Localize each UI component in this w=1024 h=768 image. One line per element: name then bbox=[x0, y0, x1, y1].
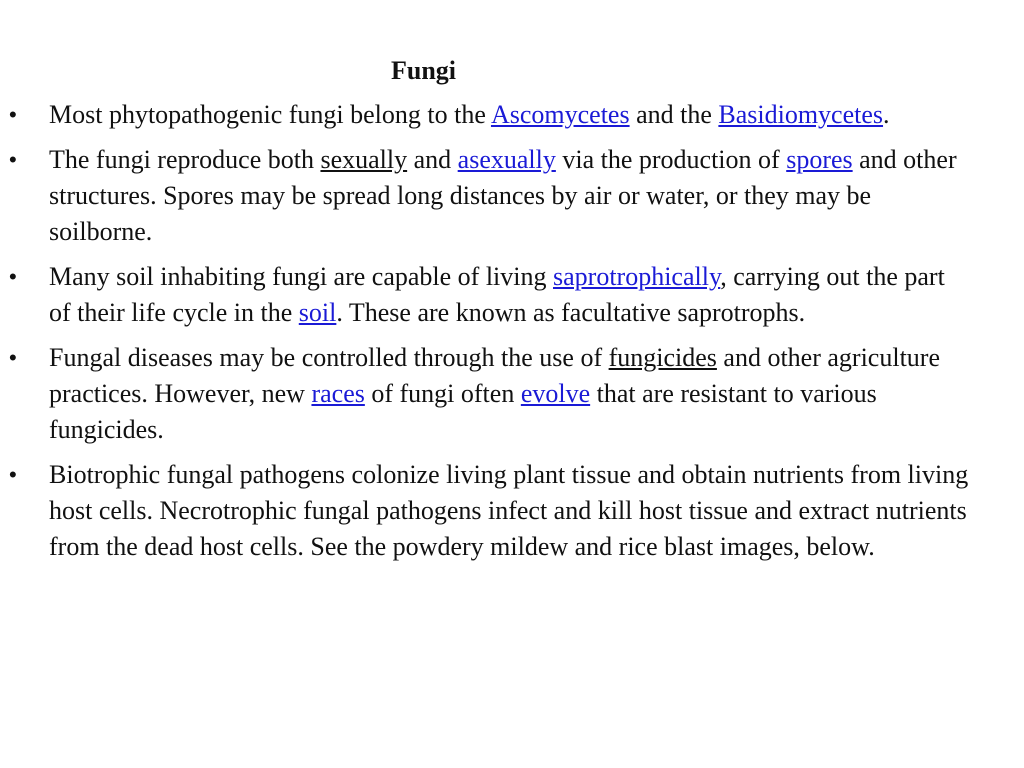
underlined-term-sexually: sexually bbox=[320, 145, 408, 174]
bullet-list bbox=[0, 97, 1010, 574]
bullet-text: that are resistant to various fungicides. bbox=[49, 379, 877, 444]
bullet-text: via the production of bbox=[555, 145, 787, 174]
link-evolve[interactable]: evolve bbox=[520, 379, 591, 408]
bullet-text: Most phytopathogenic fungi belong to the bbox=[49, 100, 491, 129]
bullet-text: The fungi reproduce both bbox=[49, 145, 321, 174]
bullet-item bbox=[0, 340, 969, 448]
bullet-text: and the bbox=[629, 100, 719, 129]
underlined-term-fungicides: fungicides bbox=[608, 343, 717, 372]
link-basidiomycetes[interactable]: Basidiomycetes bbox=[718, 100, 884, 129]
bullet-icon: • bbox=[9, 264, 17, 289]
bullet-text: and other agriculture practices. However, new bbox=[49, 343, 940, 408]
bullet-text: Fungal diseases may be controlled through the use of bbox=[49, 343, 609, 372]
bullet-item bbox=[0, 259, 969, 331]
link-races[interactable]: races bbox=[311, 379, 365, 408]
slide-title: Fungi bbox=[391, 56, 457, 85]
link-asexually[interactable]: asexually bbox=[457, 145, 556, 174]
bullet-icon: • bbox=[9, 345, 17, 370]
bullet-text: and other structures. Spores may be spread long distances by air or water, or they may be soilborne. bbox=[49, 145, 957, 246]
link-ascomycetes[interactable]: Ascomycetes bbox=[490, 100, 630, 129]
bullet-text: Biotrophic fungal pathogens colonize living plant tissue and obtain nutrients from living host cells. Necrotrophic fungal pathogens infect and kill host tissue and extract nutrients from the dead host cells. See the powdery mildew and rice blast images, below. bbox=[49, 460, 969, 561]
link-saprotrophically[interactable]: saprotrophically bbox=[553, 262, 721, 291]
bullet-item bbox=[0, 457, 969, 565]
bullet-text: Many soil inhabiting fungi are capable of living bbox=[49, 262, 553, 291]
bullet-text: of fungi often bbox=[364, 379, 521, 408]
bullet-text: , carrying out the part of their life cycle in the bbox=[49, 262, 945, 327]
bullet-text: and bbox=[407, 145, 458, 174]
bullet-item bbox=[0, 142, 969, 250]
bullet-icon: • bbox=[9, 462, 17, 487]
bullet-icon: • bbox=[9, 147, 17, 172]
bullet-text: . These are known as facultative saprotrophs. bbox=[336, 298, 806, 327]
bullet-item bbox=[0, 97, 969, 133]
link-spores[interactable]: spores bbox=[786, 145, 853, 174]
bullet-text: . bbox=[883, 100, 890, 129]
bullet-icon: • bbox=[9, 102, 17, 127]
link-soil[interactable]: soil bbox=[298, 298, 337, 327]
